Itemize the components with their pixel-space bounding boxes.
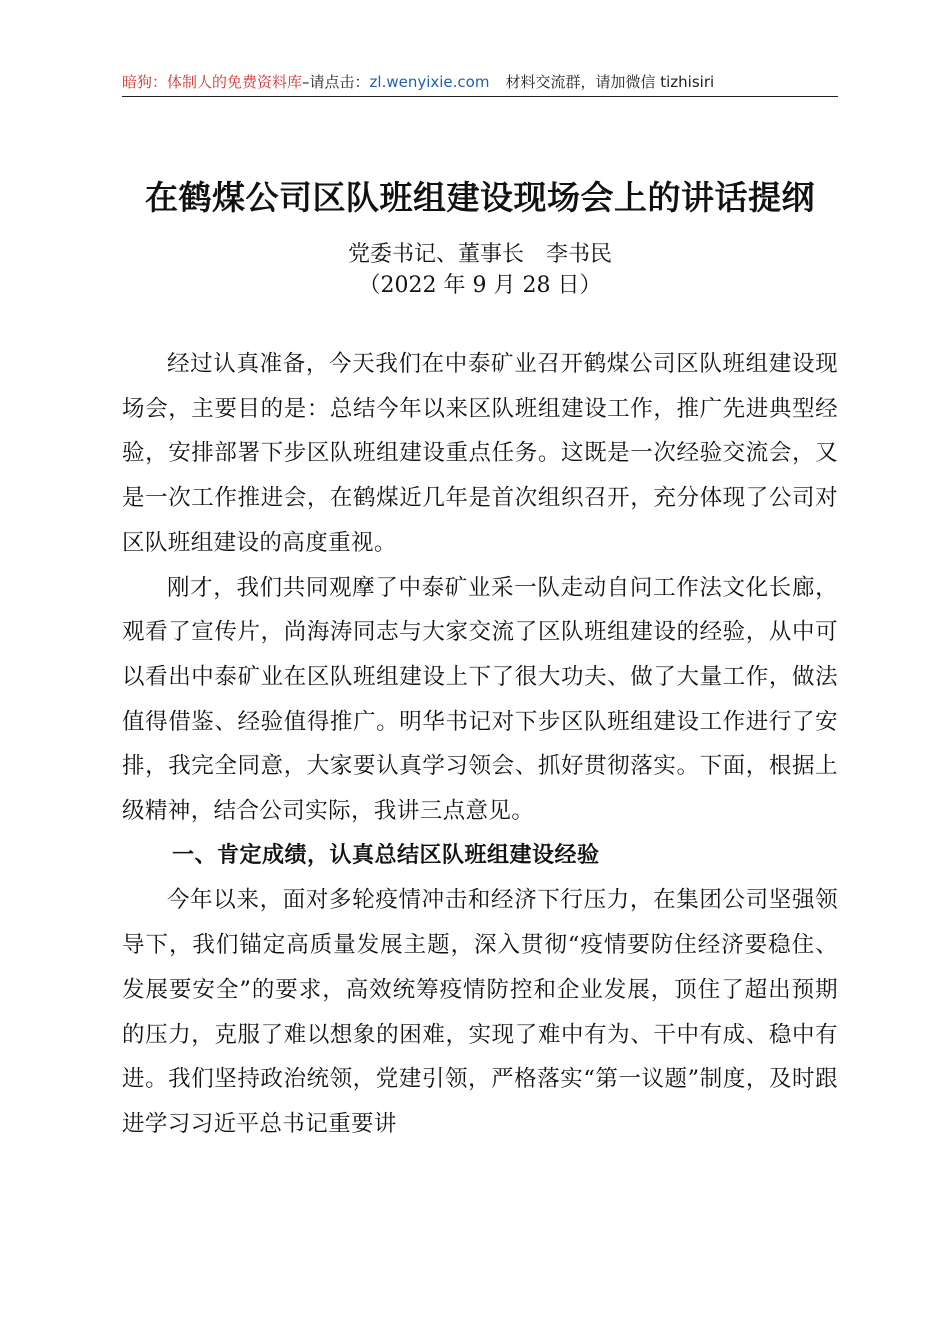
document-author: 党委书记、董事长 李书民: [347, 242, 612, 267]
section-heading: 一、肯定成绩，认真总结区队班组建设经验: [172, 842, 600, 868]
body-paragraph: 刚才，我们共同观摩了中泰矿业采一队走动自问工作法文化长廊，观看了宣传片，尚海涛同志与大家交流了区队班组建设的经验，从中可以看出中泰矿业在区队班组建设上下了很大功夫、做了大量工作，做法值得借鉴、经验值得推广。明华书记对下步区队班组建设工作进行了安排，我完全同意，大家要认真学习领会、抓好贯彻落实。下面，根据上级精神，结合公司实际，我讲三点意见。: [122, 574, 838, 825]
header-site-name[interactable]: 暗狗：体制人的免费资料库: [122, 73, 303, 91]
header-divider: [122, 96, 838, 97]
document-date: （2022 年 9 月 28 日）: [358, 273, 602, 298]
header-click-prompt: –请点击：: [302, 73, 370, 91]
body-paragraph: 今年以来，面对多轮疫情冲击和经济下行压力，在集团公司坚强领导下，我们锚定高质量发展主题，深入贯彻“疫情要防住经济要稳住、发展要安全”的要求，高效统筹疫情防控和企业发展，顶住了超出预期的压力，克服了难以想象的困难，实现了难中有为、干中有成、稳中有进。我们坚持政治统领，党建引领，严格落实“第一议题”制度，及时跟进学习习近平总书记重要讲: [122, 887, 838, 1137]
document-body: [122, 342, 838, 1147]
body-paragraph: 经过认真准备，今天我们在中泰矿业召开鹤煤公司区队班组建设现场会，主要目的是：总结今年以来区队班组建设工作，推广先进典型经验，安排部署下步区队班组建设重点任务。这既是一次经验交流会，又是一次工作推进会，在鹤煤近几年是首次组织召开，充分体现了公司对区队班组建设的高度重视。: [122, 351, 838, 556]
page-header: [122, 70, 838, 94]
header-url-link[interactable]: zl.wenyixie.com: [369, 73, 490, 91]
header-wechat-note: 材料交流群，请加微信 tizhisiri: [505, 73, 715, 91]
document-title: 在鹤煤公司区队班组建设现场会上的讲话提纲: [145, 178, 815, 217]
